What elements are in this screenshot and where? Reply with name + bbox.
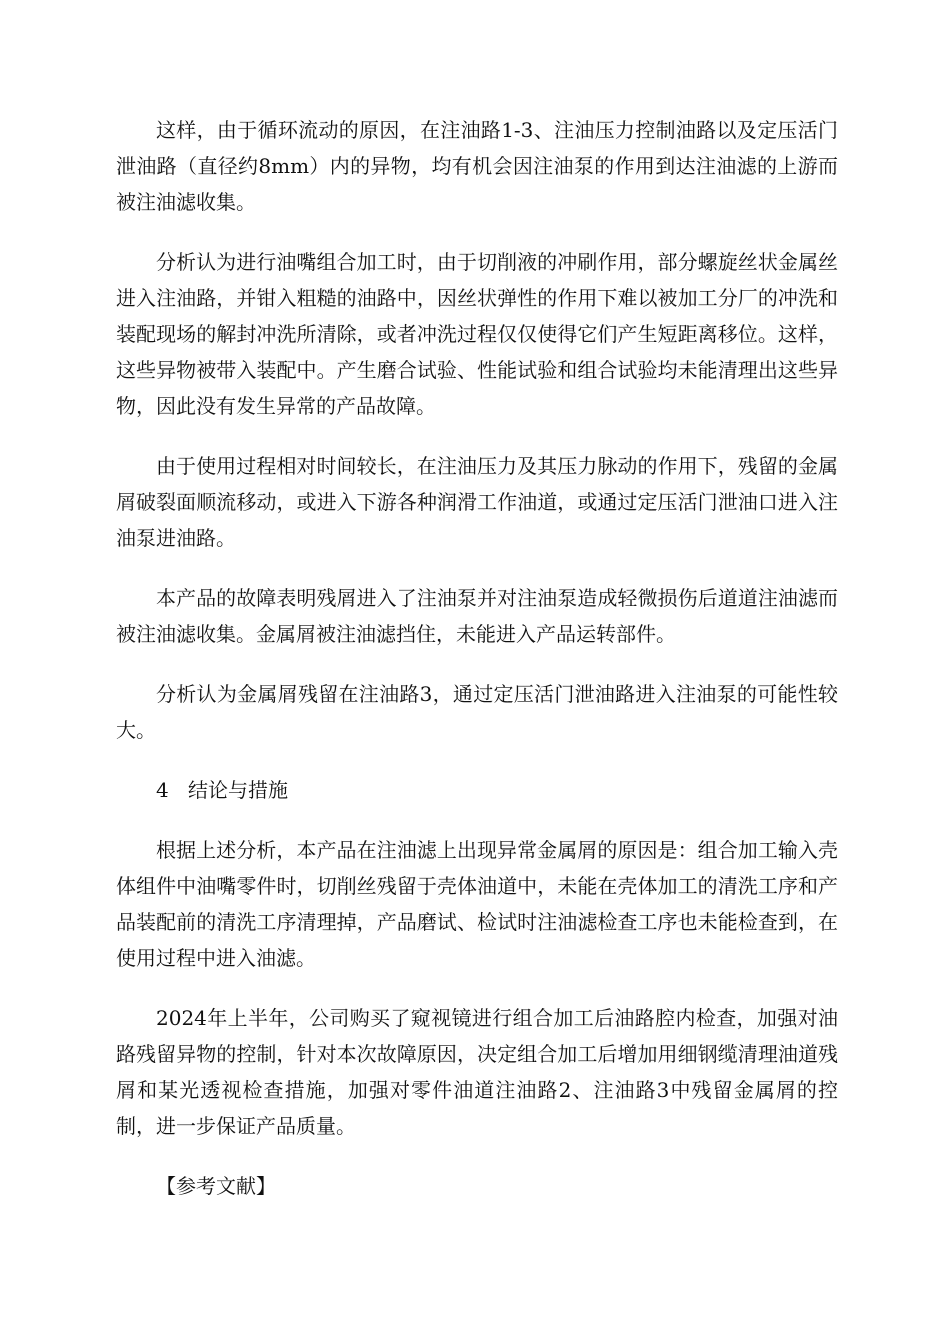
paragraph-circulation: 这样，由于循环流动的原因，在注油路1-3、注油压力控制油路以及定压活门泄油路（直径约8mm）内的异物，均有机会因注油泵的作用到达注油滤的上游而被注油滤收集。 (116, 118, 838, 214)
document-body (116, 112, 838, 1204)
paragraph-analysis-machining: 分析认为进行油嘴组合加工时，由于切削液的冲刷作用，部分螺旋丝状金属丝进入注油路，并钳入粗糙的油路中，因丝状弹性的作用下难以被加工分厂的冲洗和装配现场的解封冲洗所清除，或者冲洗过程仅仅使得它们产生短距离移位。这样，这些异物被带入装配中。产生磨合试验、性能试验和组合试验均未能清理出这些异物，因此没有发生异常的产品故障。 (116, 250, 838, 418)
section-heading (116, 772, 838, 808)
section-title: 结论与措施 (188, 778, 288, 802)
section-number: 4 (156, 778, 169, 802)
paragraph-conclusion-measures: 2024年上半年，公司购买了窥视镜进行组合加工后油路腔内检查，加强对油路残留异物的控制，针对本次故障原因，决定组合加工后增加用细钢缆清理油道残屑和某光透视检查措施，加强对零件油道注油路2、注油路3中残留金属屑的控制，进一步保证产品质量。 (116, 1006, 838, 1138)
references-heading: 【参考文献】 (156, 1174, 276, 1198)
paragraph-analysis-probability: 分析认为金属屑残留在注油路3，通过定压活门泄油路进入注油泵的可能性较大。 (116, 682, 838, 742)
paragraph-usage-process: 由于使用过程相对时间较长，在注油压力及其压力脉动的作用下，残留的金属屑破裂面顺流移动，或进入下游各种润滑工作油道，或通过定压活门泄油口进入注油泵进油路。 (116, 454, 838, 550)
paragraph-fault-indication: 本产品的故障表明残屑进入了注油泵并对注油泵造成轻微损伤后道道注油滤而被注油滤收集。金属屑被注油滤挡住，未能进入产品运转部件。 (116, 586, 838, 646)
paragraph-conclusion-cause: 根据上述分析，本产品在注油滤上出现异常金属屑的原因是：组合加工输入壳体组件中油嘴零件时，切削丝残留于壳体油道中，未能在壳体加工的清洗工序和产品装配前的清洗工序清理掉，产品磨试、检试时注油滤检查工序也未能检查到，在使用过程中进入油滤。 (116, 838, 838, 970)
